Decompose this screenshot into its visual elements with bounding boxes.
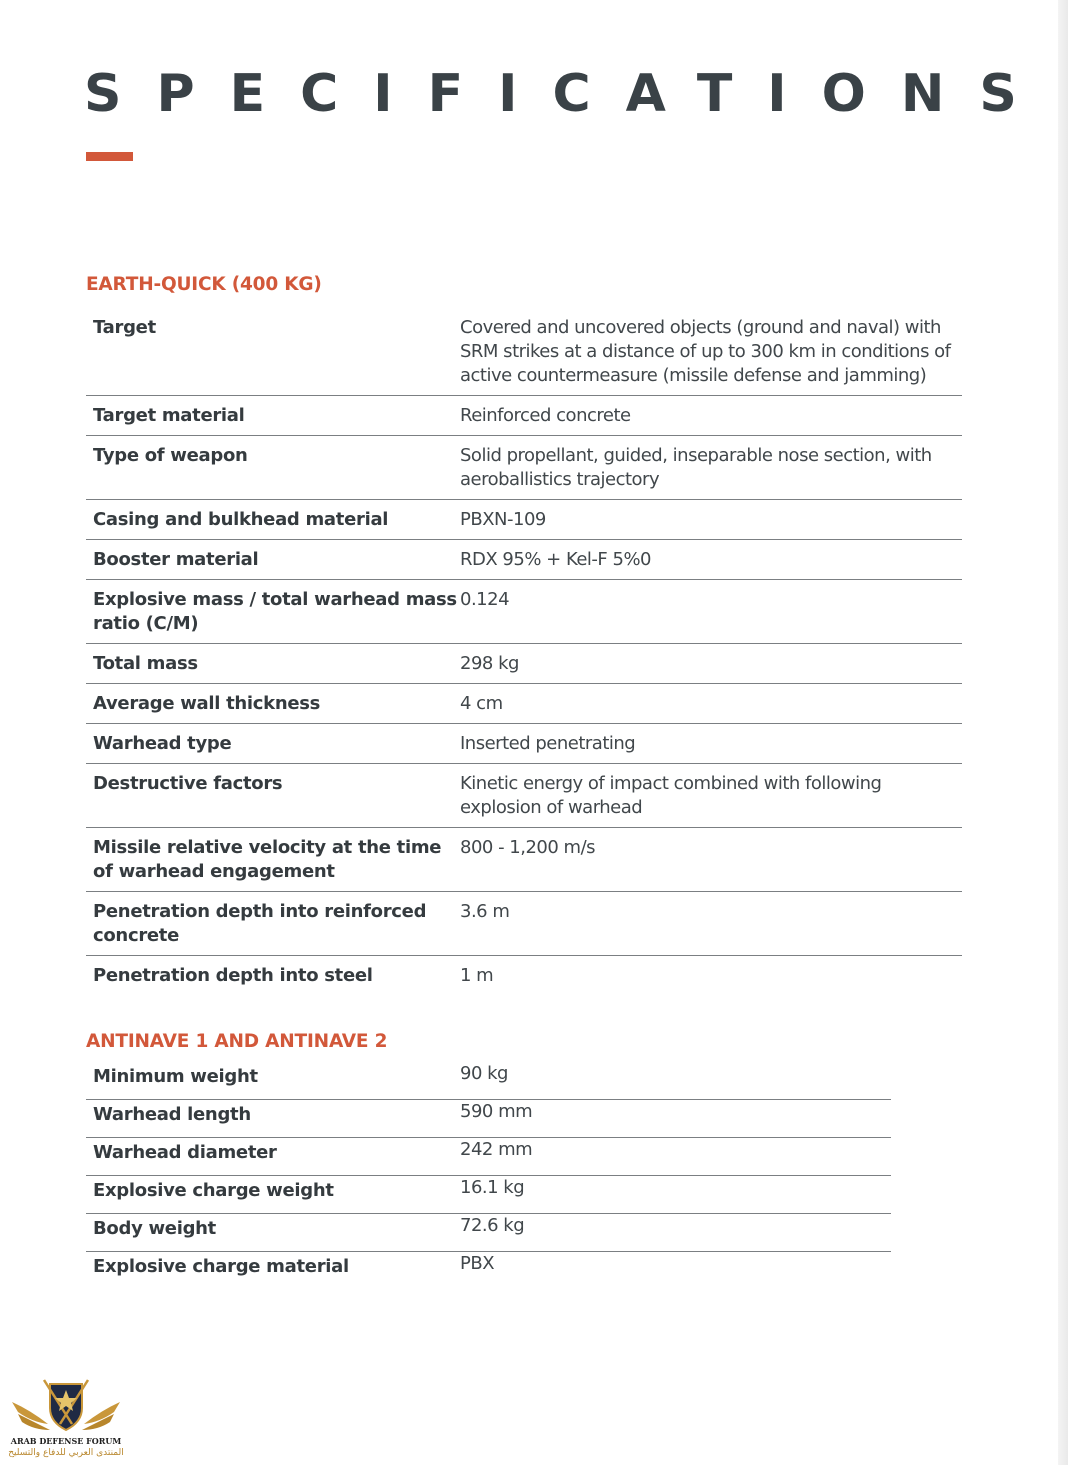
table-row: [86, 892, 962, 956]
spec-value: 1 m: [460, 965, 494, 986]
spec-value: 0.124: [460, 589, 510, 610]
spec-value: 72.6 kg: [460, 1215, 525, 1236]
table-row: [86, 436, 962, 500]
spec-label: Explosive charge material: [93, 1256, 349, 1277]
spec-label: Body weight: [93, 1218, 216, 1239]
logo-text-english: ARAB DEFENSE FORUM: [10, 1436, 122, 1446]
section-heading-earth-quick: EARTH-QUICK (400 KG): [86, 274, 322, 295]
spec-value: Solid propellant, guided, inseparable nose section, with aeroballistics trajectory: [460, 445, 932, 490]
spec-value: Covered and uncovered objects (ground and naval) with SRM strikes at a distance of up to 300 km in conditions of active countermeasure (missile defense and jamming): [460, 317, 951, 386]
spec-table-antinave: [86, 1062, 891, 1290]
table-row: [86, 1176, 891, 1214]
page-title: SPECIFICATIONS: [84, 64, 1052, 124]
spec-label: Booster material: [93, 549, 259, 570]
table-row: [86, 684, 962, 724]
arab-defense-forum-logo: [8, 1372, 124, 1464]
table-row: [86, 724, 962, 764]
spec-value: 800 - 1,200 m/s: [460, 837, 596, 858]
table-row: [86, 828, 962, 892]
spec-label: Explosive charge weight: [93, 1180, 334, 1201]
spec-label: Type of weapon: [93, 445, 248, 466]
spec-label: Warhead type: [93, 733, 232, 754]
table-row: [86, 1100, 891, 1138]
section-heading-antinave: ANTINAVE 1 AND ANTINAVE 2: [86, 1031, 388, 1052]
spec-label: Penetration depth into steel: [93, 965, 373, 986]
table-row: [86, 1252, 891, 1290]
spec-value: 4 cm: [460, 693, 503, 714]
table-row: [86, 1062, 891, 1100]
spec-value: 16.1 kg: [460, 1177, 525, 1198]
spec-value: 3.6 m: [460, 901, 510, 922]
table-row: [86, 308, 962, 396]
table-row: [86, 1214, 891, 1252]
spec-label: Destructive factors: [93, 773, 283, 794]
spec-label: Missile relative velocity at the time of warhead engagement: [93, 837, 442, 882]
spec-value: 298 kg: [460, 653, 519, 674]
table-row: [86, 500, 962, 540]
table-row: [86, 956, 962, 995]
spec-label: Warhead diameter: [93, 1142, 277, 1163]
spec-value: Kinetic energy of impact combined with following explosion of warhead: [460, 773, 882, 818]
spec-label: Minimum weight: [93, 1066, 258, 1087]
spec-label: Penetration depth into reinforced concrete: [93, 901, 427, 946]
spec-value: PBX: [460, 1253, 495, 1274]
table-row: [86, 396, 962, 436]
table-row: [86, 644, 962, 684]
logo-text-arabic: المنتدى العربي للدفاع والتسليح: [8, 1448, 124, 1458]
spec-value: 590 mm: [460, 1101, 533, 1122]
spec-label: Explosive mass / total warhead mass ratio (C/M): [93, 589, 457, 634]
spec-value: PBXN-109: [460, 509, 546, 530]
spec-value: RDX 95% + Kel-F 5%0: [460, 549, 652, 570]
spec-label: Total mass: [93, 653, 198, 674]
spec-label: Warhead length: [93, 1104, 251, 1125]
spec-value: Reinforced concrete: [460, 405, 631, 426]
spec-table-earth-quick: [86, 308, 962, 995]
table-row: [86, 580, 962, 644]
spec-label: Casing and bulkhead material: [93, 509, 389, 530]
spec-label: Target: [93, 317, 156, 338]
table-row: [86, 764, 962, 828]
table-row: [86, 1138, 891, 1176]
shield-emblem-icon: [8, 1372, 124, 1436]
title-accent-bar: [86, 152, 133, 161]
spec-value: 90 kg: [460, 1063, 508, 1084]
spec-value: 242 mm: [460, 1139, 533, 1160]
spec-value: Inserted penetrating: [460, 733, 636, 754]
table-row: [86, 540, 962, 580]
page-edge-shadow: [1058, 0, 1068, 1465]
spec-label: Target material: [93, 405, 245, 426]
spec-label: Average wall thickness: [93, 693, 321, 714]
